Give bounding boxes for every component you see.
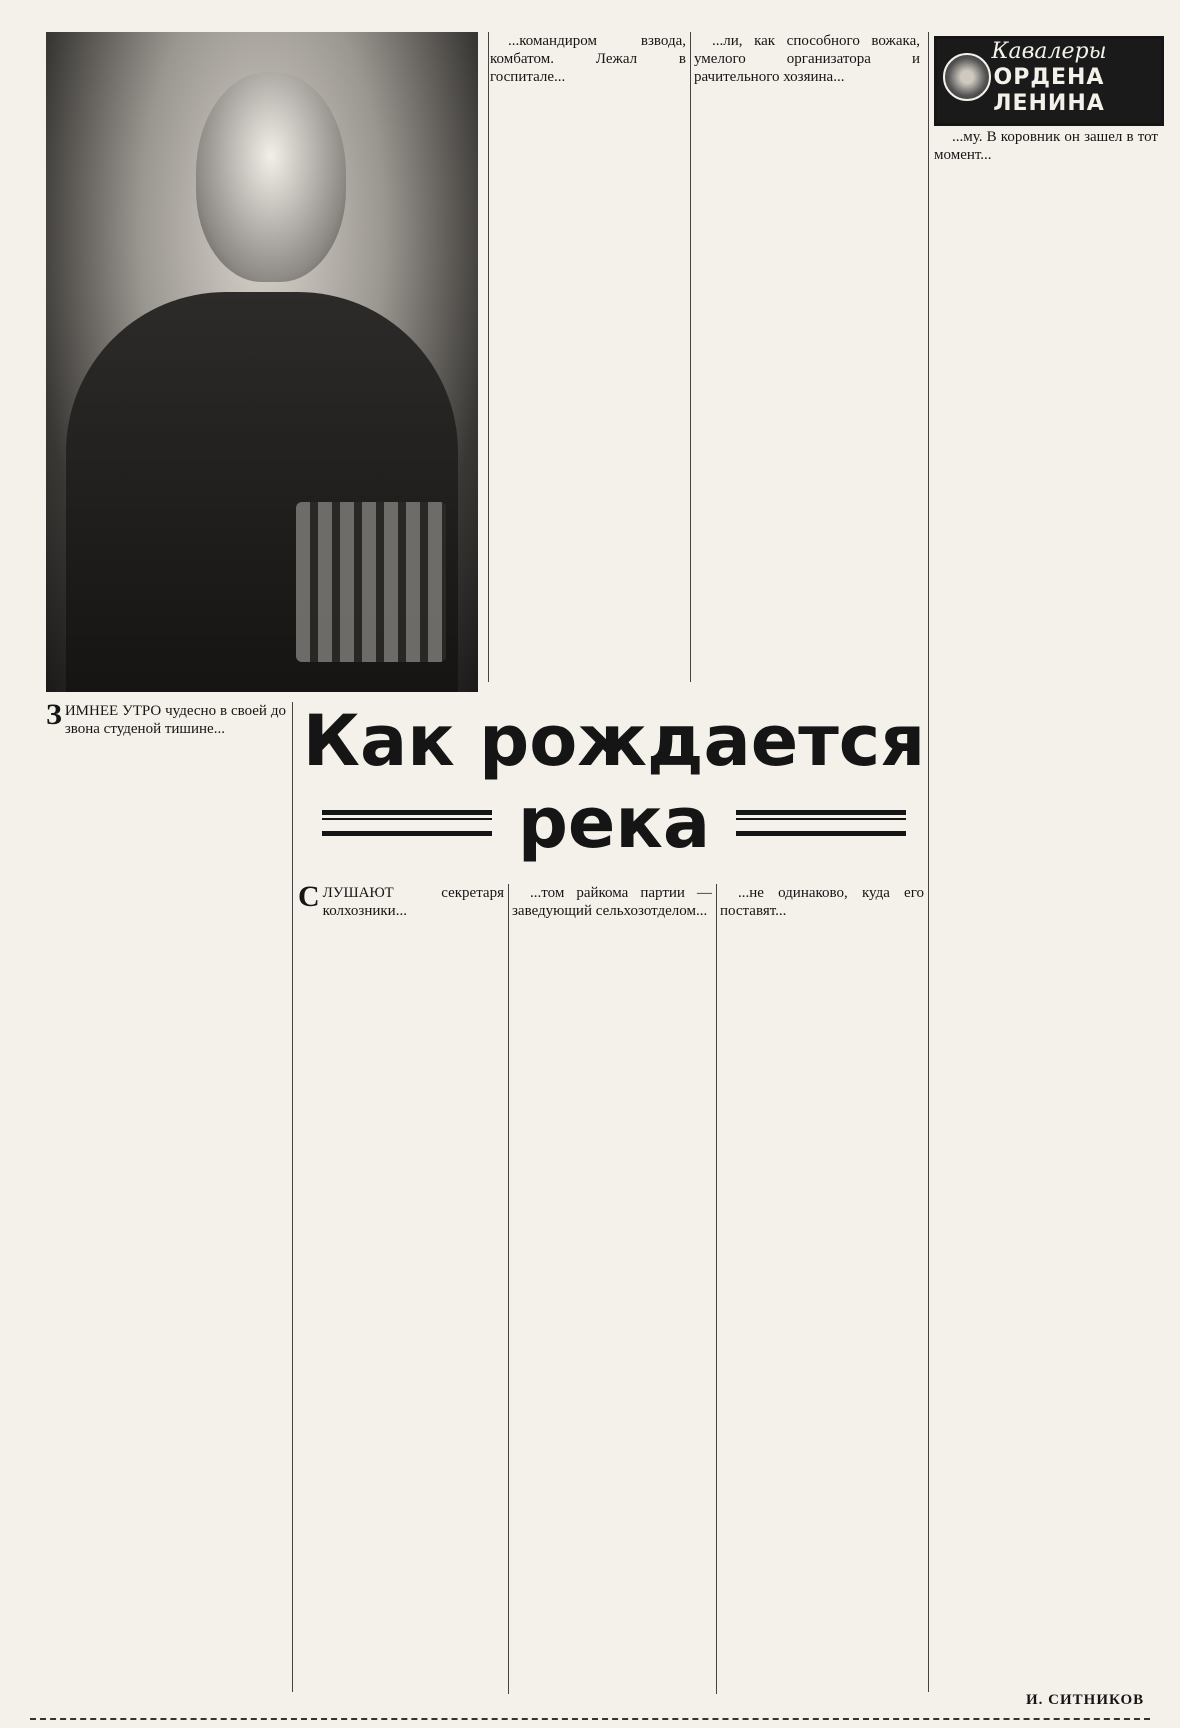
rubric-line-2: ОРДЕНА xyxy=(993,65,1105,90)
column-paragraph: ...ли, как способного вожака, умелого организатора и рачительного хозяина... xyxy=(694,33,920,85)
column-1-bottom xyxy=(46,702,286,1692)
column-divider xyxy=(716,884,717,1694)
column-paragraph: ...том райкома партии — заведующий сельхозотделом... xyxy=(512,885,712,919)
rubric-line-3: ЛЕНИНА xyxy=(993,91,1105,116)
rubric-line-1: Кавалеры xyxy=(991,39,1107,64)
column-4-bottom xyxy=(720,884,924,1694)
column-paragraph: СЛУШАЮТ секретаря колхозники... xyxy=(298,884,504,919)
headline-rule-right xyxy=(736,810,906,836)
column-1-top xyxy=(490,32,686,682)
column-paragraph: ...командиром взвода, комбатом. Лежал в госпитале... xyxy=(490,33,686,85)
column-3-bottom xyxy=(512,884,712,1694)
column-paragraph: ...не одинаково, куда его поставят... xyxy=(720,885,924,919)
portrait-medals xyxy=(296,502,446,662)
author-signature: И. СИТНИКОВ xyxy=(1026,1692,1145,1708)
column-divider xyxy=(690,32,691,682)
headline-line-2: река xyxy=(517,782,711,864)
column-paragraph: ...му. В коровник он зашел в тот момент... xyxy=(934,129,1158,163)
column-divider xyxy=(508,884,509,1694)
headline xyxy=(298,700,930,880)
portrait-photo xyxy=(46,32,478,692)
order-of-lenin-icon xyxy=(943,53,991,101)
column-5 xyxy=(934,128,1158,1688)
column-paragraph: ЗИМНЕЕ УТРО чудесно в своей до звона студеной тишине... xyxy=(46,702,286,737)
page-bottom-rule xyxy=(30,1718,1150,1720)
column-2-bottom xyxy=(298,884,504,1694)
portrait-head xyxy=(196,72,346,282)
column-divider xyxy=(928,32,929,1692)
column-divider xyxy=(292,702,293,1692)
column-divider xyxy=(488,32,489,682)
headline-rule-left xyxy=(322,810,492,836)
column-2-top xyxy=(694,32,920,682)
headline-line-1: Как рождается xyxy=(302,700,926,782)
rubric-badge xyxy=(934,36,1164,126)
